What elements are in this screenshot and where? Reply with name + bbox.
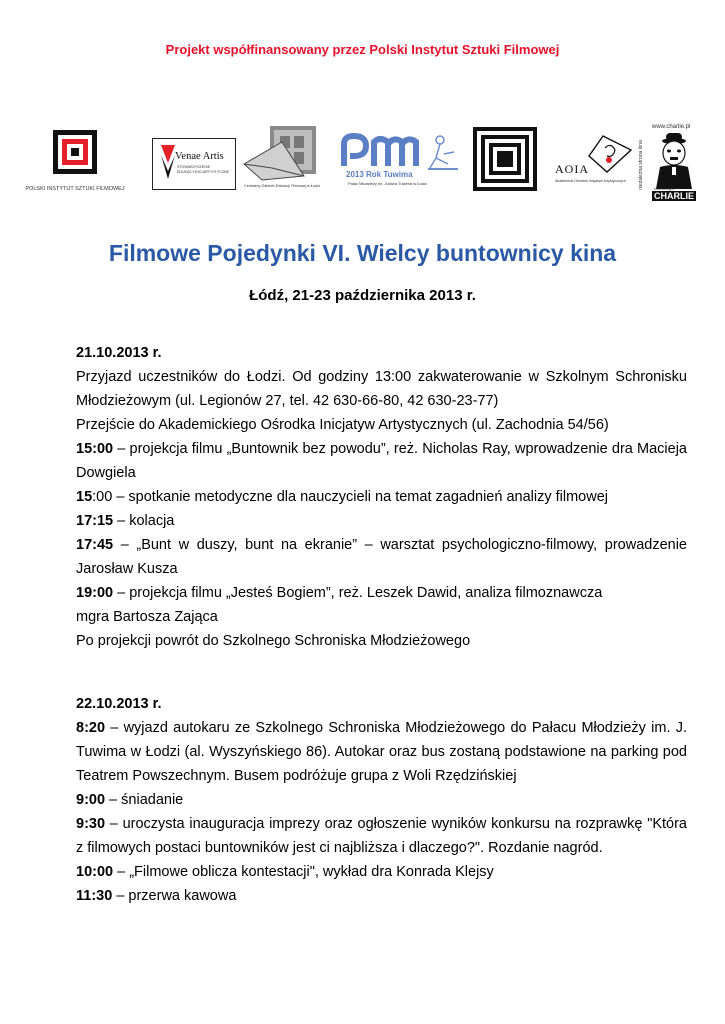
day2-date: 22.10.2013 r.: [76, 696, 162, 712]
gabinet-caption: Centralny Gabinet Edukacji Filmowej w Łodzi: [244, 184, 320, 188]
aoia-name: AOIA: [555, 162, 589, 176]
page-subtitle: Łódź, 21-23 października 2013 r.: [249, 287, 476, 304]
charlie-side-text: niezależna strona kina: [637, 140, 644, 190]
charlie-tag: kino studyjne: [654, 187, 675, 191]
venae-artis-name: Venae Artis: [175, 151, 224, 162]
charlie-logo: [637, 124, 698, 210]
item-text: – projekcja filmu „Jesteś Bogiem”, reż. Leszek Dawid, analiza filmoznawcza: [113, 585, 603, 601]
item-time: 17:45: [76, 537, 114, 553]
concentric-squares-mark: [473, 127, 537, 191]
item-text: – śniadanie: [105, 792, 184, 808]
day1-date: 21.10.2013 r.: [76, 345, 162, 361]
schedule-item: [76, 788, 687, 812]
item-text: – „Filmowe oblicza kontestacji", wykład dra Konrada Klejsy: [113, 864, 494, 880]
schedule-item: [76, 884, 687, 908]
day1-transfer: Przejście do Akademickiego Ośrodka Inicjatyw Artystycznych (ul. Zachodnia 54/56): [76, 417, 609, 433]
item-text: – projekcja filmu „Buntownik bez powodu”, reż. Nicholas Ray, wprowadzenie dra Macieja Dowgiela: [76, 441, 687, 481]
chaplin-icon: [652, 133, 696, 189]
item-time: 9:30: [76, 816, 106, 832]
pm-year-line: 2013 Rok Tuwima: [346, 170, 413, 179]
schedule-item: [76, 581, 687, 605]
venae-artis-sub1: STOWARZYSZENIE: [177, 165, 211, 169]
item-text: – uroczysta inauguracja imprezy oraz ogłoszenie wyników konkursu na rozprawkę "Która z filmowych postaci buntowników jest ci najbliższa i dlaczego?". Rozdanie nagród.: [76, 816, 687, 856]
day1-arrival: Przyjazd uczestników do Łodzi. Od godziny 13:00 zakwaterowanie w Szkolnym Schronisku Młodzieżowym (ul. Legionów 27, tel. 42 630-66-80, 42 630-23-77): [76, 369, 687, 409]
schedule-item: [76, 509, 687, 533]
cofinancing-note: Projekt współfinansowany przez Polski Instytut Sztuki Filmowej: [165, 42, 560, 57]
charlie-name: CHARLIE: [654, 191, 694, 201]
schedule-item: [76, 716, 687, 788]
gabinet-logo: [242, 124, 326, 188]
pisf-mark: [33, 130, 117, 186]
schedule-item: [76, 812, 687, 860]
item-text: – kolacja: [113, 513, 175, 529]
concentric-squares-logo: [473, 127, 537, 191]
schedule-item: [76, 860, 687, 884]
item-time: 15:00: [76, 441, 114, 457]
day2-schedule: [76, 692, 687, 908]
item-time: 10:00: [76, 864, 114, 880]
aoia-logo: [551, 132, 637, 190]
item-text: – „Bunt w duszy, bunt na ekranie” – warsztat psychologiczno-filmowy, prowadzenie Jarosław Kusza: [76, 537, 687, 577]
venae-artis-mark: [161, 145, 175, 179]
item-time: 19:00: [76, 585, 114, 601]
item-text: :00 – spotkanie metodyczne dla nauczycieli na temat zagadnień analizy filmowej: [92, 489, 608, 505]
item-time: 11:30: [76, 888, 113, 904]
pisf-caption: POLSKI INSTYTUT SZTUKI FILMOWEJ: [25, 186, 125, 192]
palac-mlodziezy-logo: [340, 132, 466, 190]
schedule-item-continuation: mgra Bartosza Zająca: [76, 609, 218, 625]
film-strip-icon: [242, 124, 326, 184]
charlie-url: www.charlie.pl: [652, 124, 691, 130]
schedule-item: [76, 533, 687, 581]
venae-artis-logo: [152, 138, 236, 190]
item-time: 8:20: [76, 720, 106, 736]
page-title: Filmowe Pojedynki VI. Wielcy buntownicy kina: [108, 240, 617, 266]
pisf-logo: [25, 130, 133, 192]
item-time: 15: [76, 489, 93, 505]
item-text: – wyjazd autokaru ze Szkolnego Schroniska Młodzieżowego do Pałacu Młodzieży im. J. Tuwima w Łodzi (al. Wyszyńskiego 86). Autokar oraz bus zostaną podstawione na parking pod Teatrem Powszechnym. Busem podróżuje grupa z Woli Rzędzińskiej: [76, 720, 687, 784]
aoia-caption: Akademicki Ośrodek Inicjatyw Artystycznych: [555, 179, 626, 183]
item-time: 9:00: [76, 792, 106, 808]
day1-return: Po projekcji powrót do Szkolnego Schroniska Młodzieżowego: [76, 633, 471, 649]
pm-caption: Pałac Młodzieży im. Juliana Tuwima w Łodzi: [348, 181, 427, 186]
day1-schedule: [76, 341, 687, 653]
item-time: 17:15: [76, 513, 114, 529]
schedule-item: [76, 437, 687, 485]
schedule-item: [76, 485, 687, 509]
venae-artis-sub2: EDUKACYJNO-ARTYSTYCZNE: [177, 170, 230, 174]
item-text: – przerwa kawowa: [112, 888, 237, 904]
